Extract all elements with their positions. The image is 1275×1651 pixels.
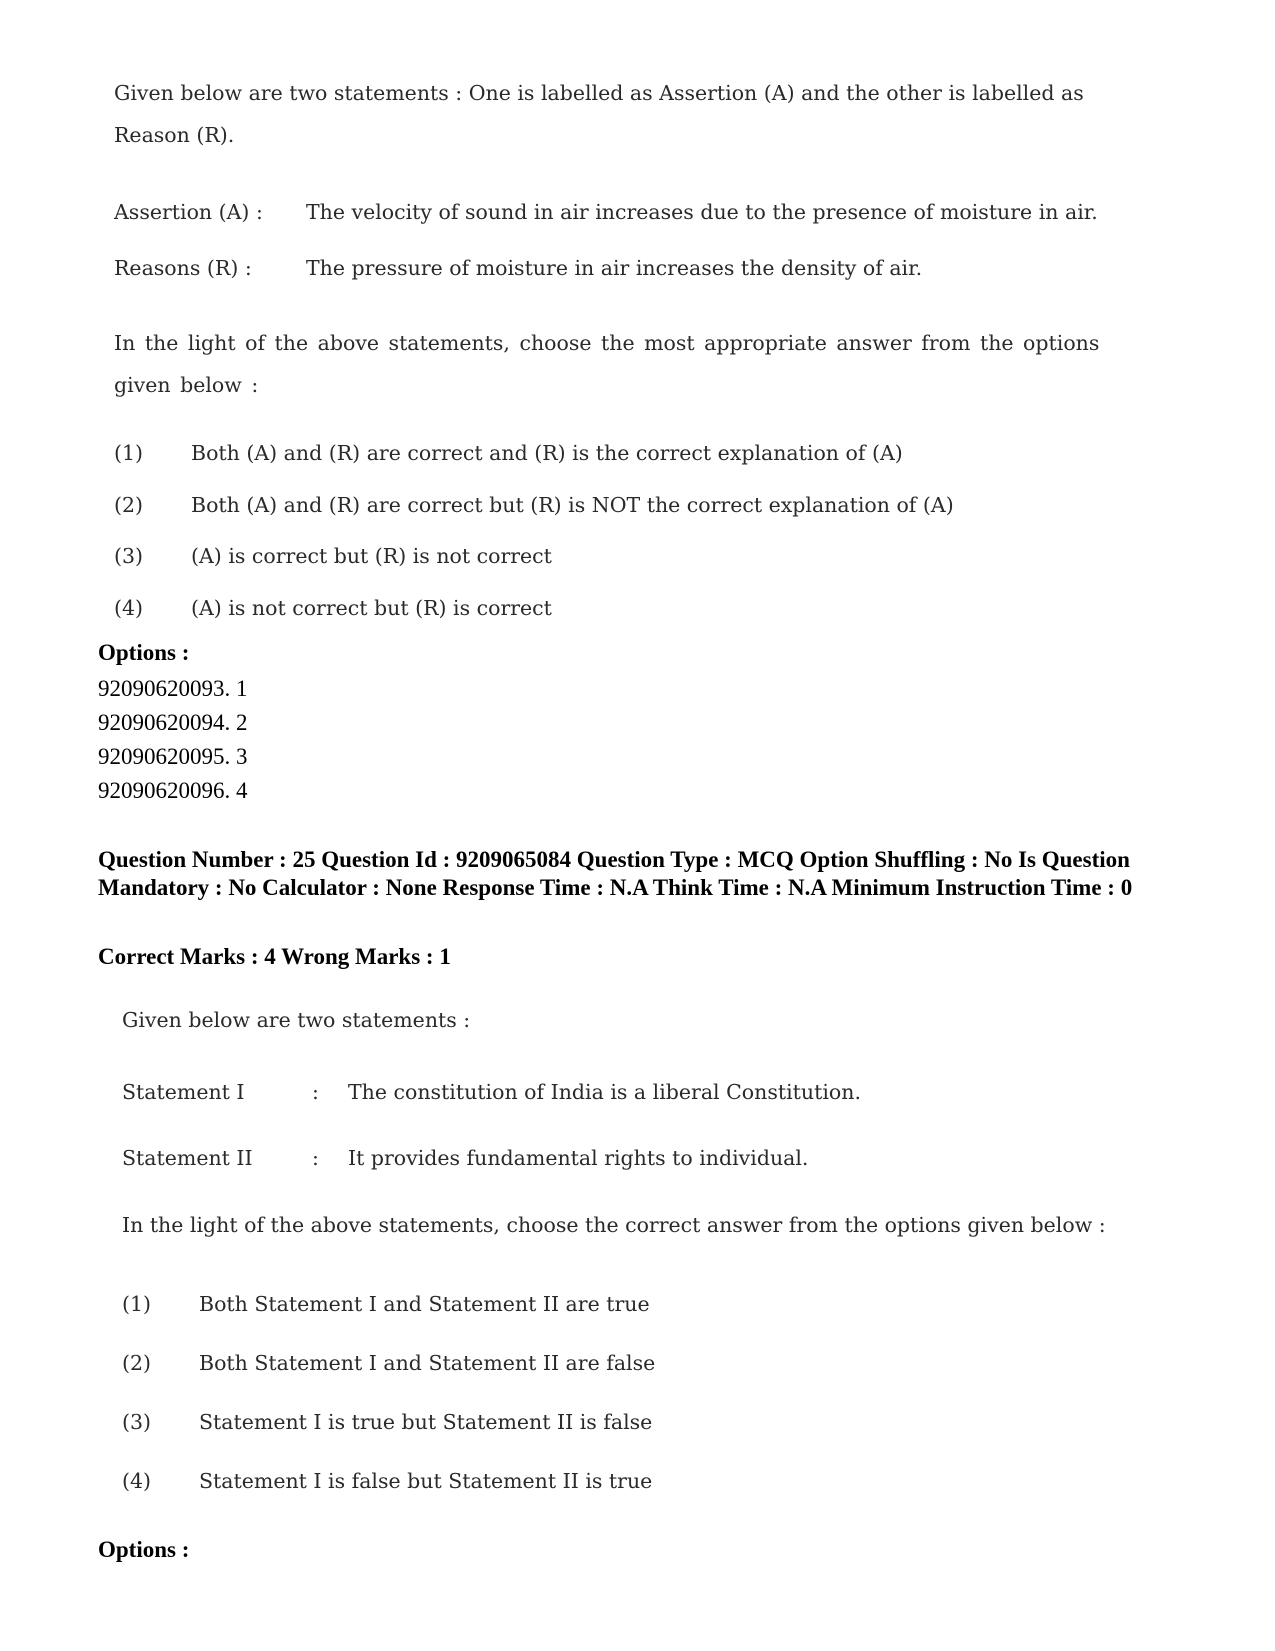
- option-id: 92090620096. 4: [98, 778, 248, 803]
- choice-number: (4): [114, 595, 144, 620]
- choice-text: (A) is not correct but (R) is correct: [191, 595, 552, 620]
- option-id: 92090620094. 2: [98, 710, 248, 735]
- choice-item: [114, 428, 1124, 480]
- choice-item: [122, 1393, 1132, 1452]
- choice-text: Both Statement I and Statement II are true: [199, 1292, 650, 1316]
- question-intro: Given below are two statements : One is labelled as Assertion (A) and the other is labelled as Reason (R).: [114, 81, 1084, 147]
- choice-number: (4): [122, 1469, 152, 1493]
- choice-number: (3): [122, 1410, 152, 1434]
- question-meta: Question Number : 25 Question Id : 9209065084 Question Type : MCQ Option Shuffling : No Is Question Mandatory : No Calculator : None Response Time : N.A Think Time : N.A Minimum Instruction Time : 0: [98, 847, 1133, 900]
- options-label: Options :: [98, 640, 190, 665]
- choice-text: Statement I is false but Statement II is true: [199, 1469, 653, 1493]
- statement-separator: :: [312, 1146, 319, 1170]
- choice-item: [122, 1452, 1132, 1511]
- statement-2-text: It provides fundamental rights to individual.: [348, 1146, 809, 1170]
- reason-row: [114, 240, 1124, 296]
- choice-list: [114, 428, 1124, 634]
- choice-text: Both Statement I and Statement II are false: [199, 1351, 656, 1375]
- choice-number: (3): [114, 544, 144, 568]
- choice-text: (A) is correct but (R) is not correct: [191, 544, 552, 568]
- question-25-image: [122, 1003, 1132, 1511]
- option-id: 92090620095. 3: [98, 744, 248, 769]
- question-24-image: [114, 72, 1124, 634]
- assertion-text: The velocity of sound in air increases due to the presence of moisture in air.: [306, 200, 1098, 224]
- choice-number: (2): [122, 1351, 152, 1375]
- question-marks: Correct Marks : 4 Wrong Marks : 1: [98, 944, 451, 969]
- assertion-label: Assertion (A) :: [114, 200, 263, 224]
- option-id: 92090620093. 1: [98, 676, 248, 701]
- choice-item: [122, 1334, 1132, 1393]
- choice-list: [122, 1275, 1132, 1511]
- options-label: Options :: [98, 1537, 190, 1562]
- question-instruction: In the light of the above statements, choose the correct answer from the options given below :: [122, 1213, 1106, 1237]
- statement-1-label: Statement I: [122, 1080, 245, 1104]
- statement-2-label: Statement II: [122, 1146, 253, 1170]
- choice-number: (1): [122, 1292, 152, 1316]
- choice-item: [114, 583, 1124, 635]
- reason-text: The pressure of moisture in air increases the density of air.: [306, 256, 923, 280]
- statement-2-row: [122, 1125, 1132, 1191]
- question-instruction: In the light of the above statements, choose the most appropriate answer from the options given below :: [114, 331, 1100, 397]
- option-id-list: [98, 672, 248, 808]
- choice-number: (1): [114, 441, 144, 465]
- assertion-row: [114, 184, 1124, 240]
- choice-text: Both (A) and (R) are correct and (R) is the correct explanation of (A): [191, 441, 903, 465]
- choice-text: Statement I is true but Statement II is false: [199, 1410, 653, 1434]
- statement-1-row: [122, 1059, 1132, 1125]
- choice-item: [114, 480, 1124, 532]
- choice-item: [122, 1275, 1132, 1334]
- choice-item: [114, 531, 1124, 583]
- reason-label: Reasons (R) :: [114, 256, 252, 280]
- question-intro: Given below are two statements :: [122, 1008, 471, 1032]
- statement-separator: :: [312, 1080, 319, 1104]
- statement-1-text: The constitution of India is a liberal Constitution.: [348, 1080, 861, 1104]
- choice-text: Both (A) and (R) are correct but (R) is NOT the correct explanation of (A): [191, 492, 954, 517]
- choice-number: (2): [114, 492, 144, 517]
